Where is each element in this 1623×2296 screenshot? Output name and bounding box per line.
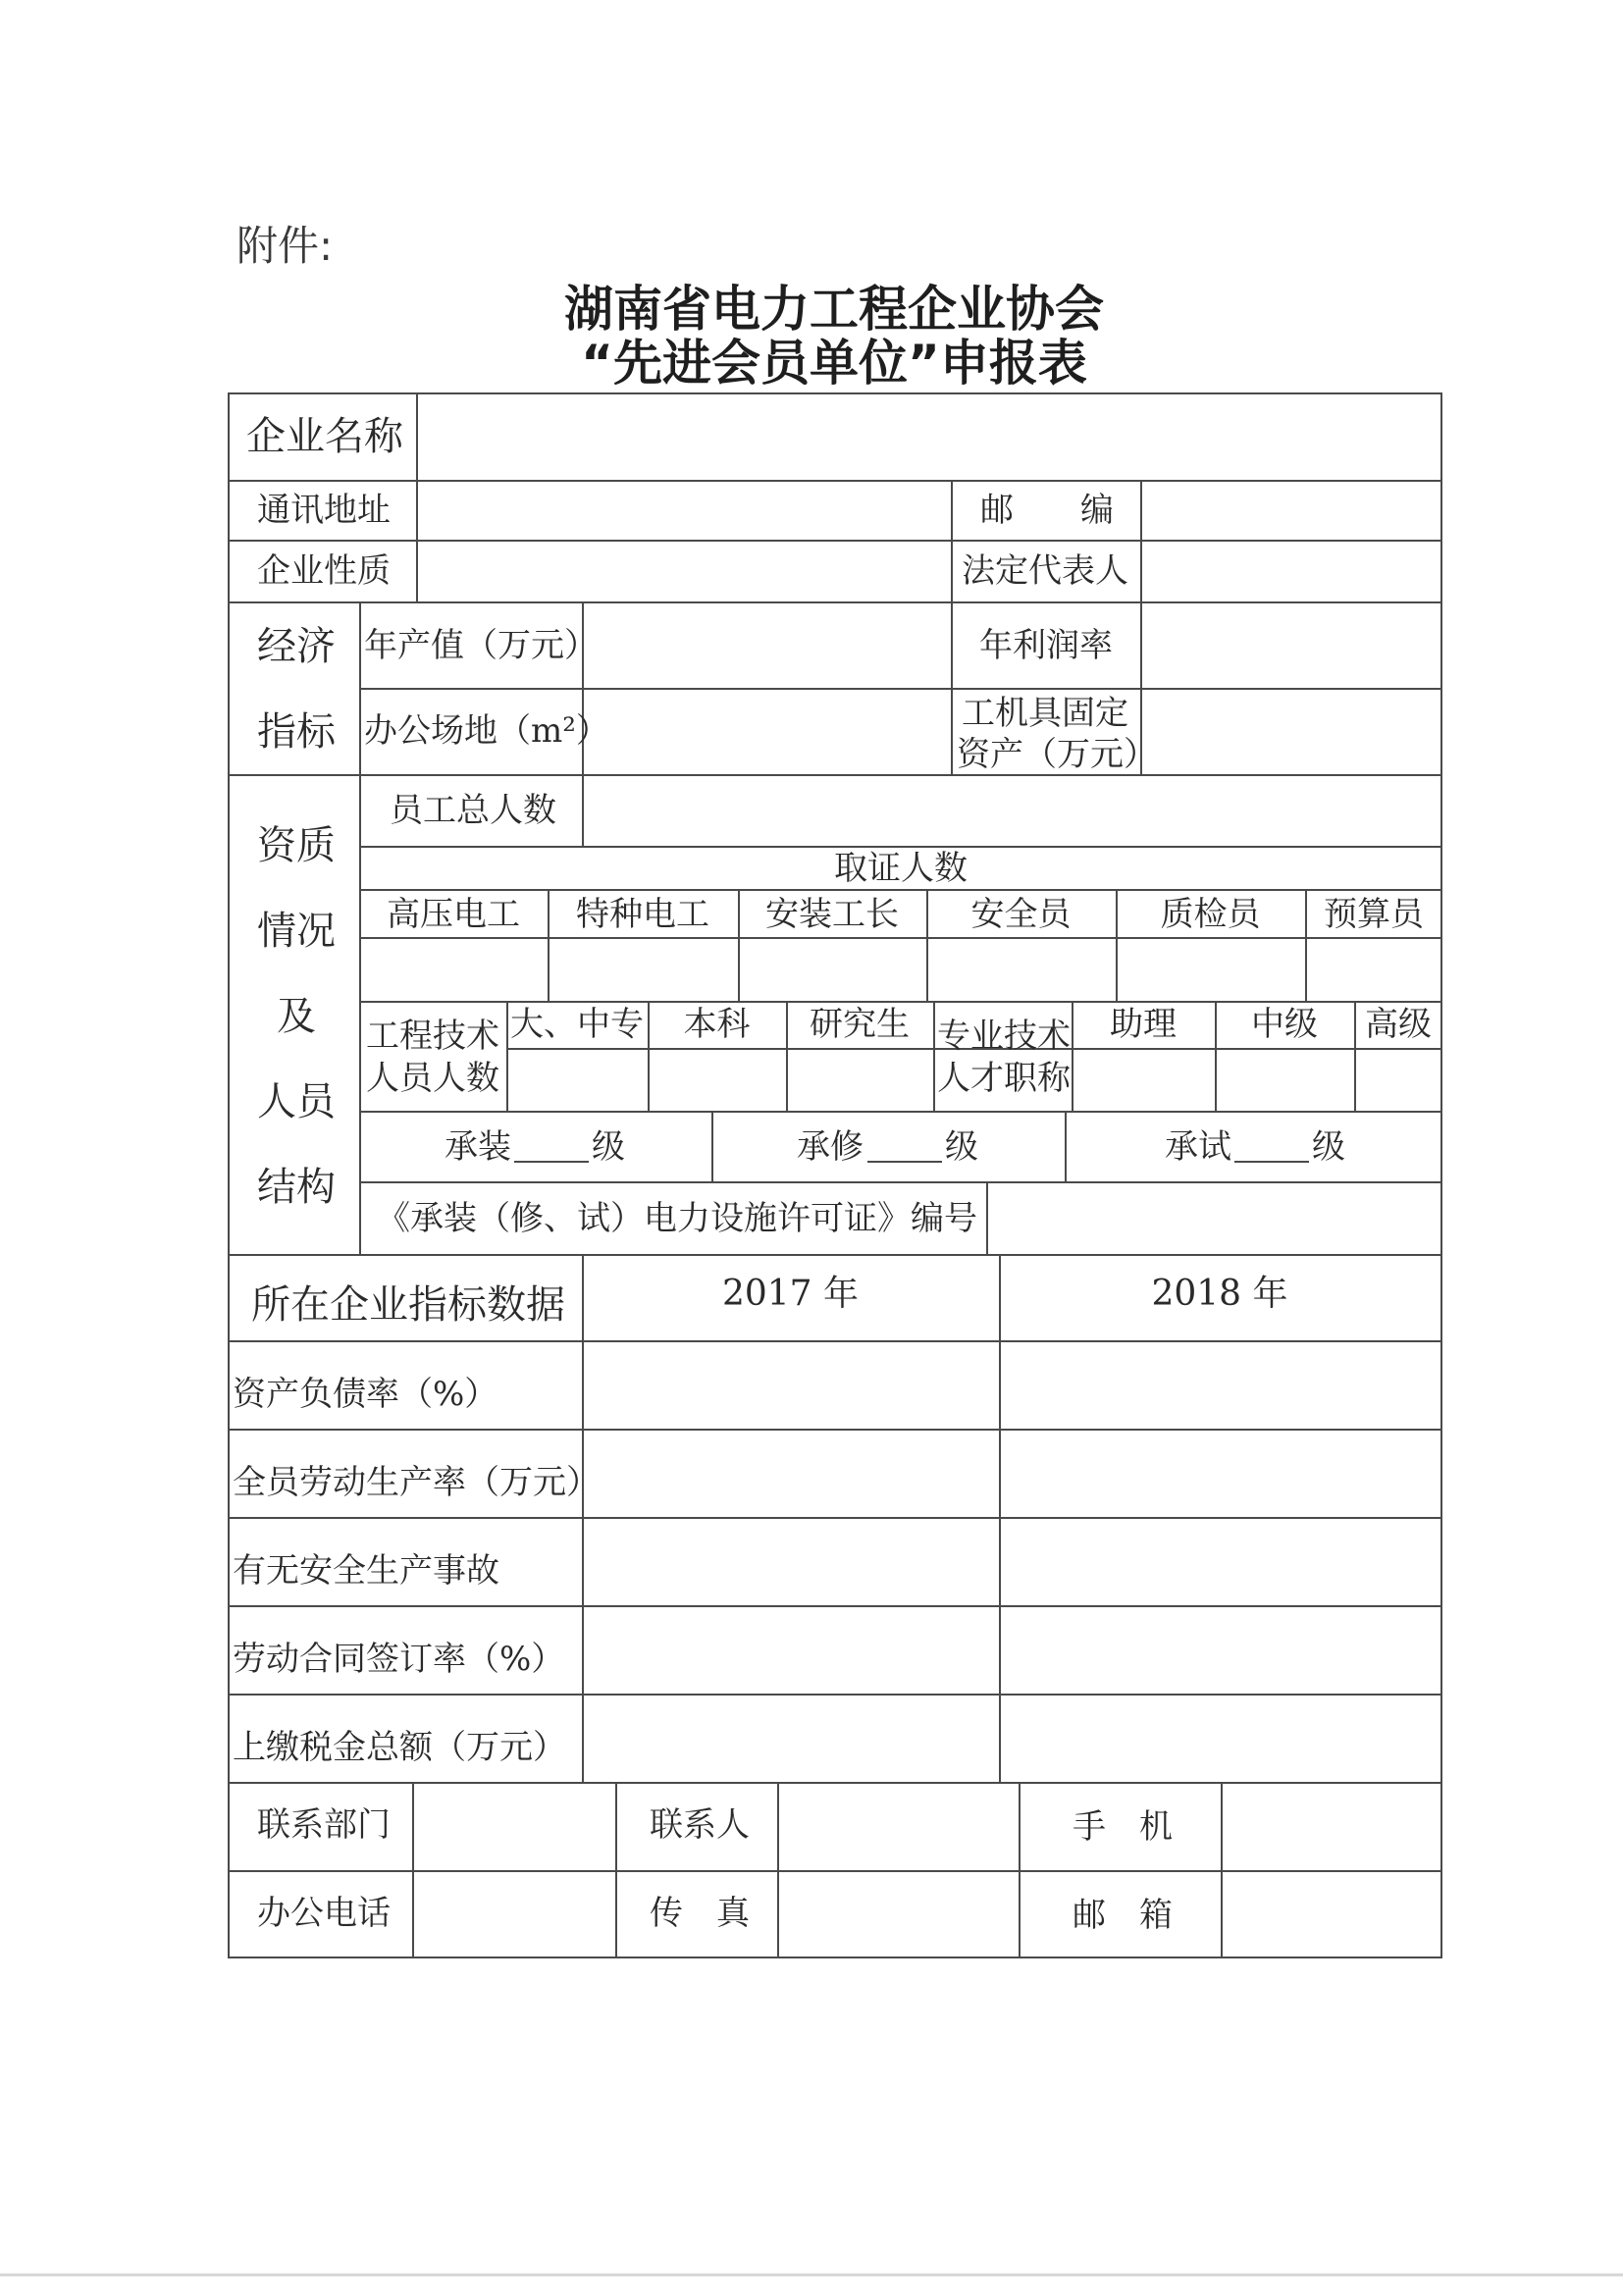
indicator-row-2: 全员劳动生产率（万元） xyxy=(233,1463,600,1502)
legal-rep-field[interactable] xyxy=(1142,542,1440,601)
label-qual-2: 情况 xyxy=(257,909,336,954)
cert-count-1[interactable] xyxy=(361,939,548,1001)
indicator-row-4: 劳动合同签订率（%） xyxy=(233,1640,565,1679)
label-economic-1: 经济 xyxy=(257,624,336,669)
nature-field[interactable] xyxy=(418,542,951,601)
label-mobile: 手 机 xyxy=(1073,1807,1173,1847)
contact-dept-field[interactable] xyxy=(414,1784,615,1870)
label-install-level: 级 xyxy=(592,1127,625,1167)
label-qual-3: 及 xyxy=(277,994,316,1039)
company-name-field[interactable] xyxy=(418,394,1440,480)
label-fixed-assets-1: 工机具固定 xyxy=(962,694,1128,733)
label-certified: 取证人数 xyxy=(834,849,968,888)
cert-type-2: 特种电工 xyxy=(576,895,709,934)
indicators-header: 所在企业指标数据 xyxy=(251,1282,565,1328)
indicator-row-1: 资产负债率（%） xyxy=(233,1375,498,1414)
cert-count-5[interactable] xyxy=(1118,939,1305,1001)
label-office-phone: 办公电话 xyxy=(257,1894,391,1933)
email-field[interactable] xyxy=(1223,1872,1440,1957)
label-test: 承试 xyxy=(1165,1127,1231,1167)
edu-level-2: 本科 xyxy=(683,1005,751,1044)
label-qual-5: 结构 xyxy=(257,1165,336,1210)
install-level-field[interactable] xyxy=(514,1161,589,1163)
title-count-1[interactable] xyxy=(1073,1050,1215,1111)
form-subtitle: “先进会员单位”申报表 xyxy=(581,335,1087,391)
label-total-staff: 员工总人数 xyxy=(390,791,556,830)
profit-rate-field[interactable] xyxy=(1142,603,1440,688)
indicator-row-3: 有无安全生产事故 xyxy=(233,1551,499,1591)
fixed-assets-field[interactable] xyxy=(1142,690,1440,774)
label-nature: 企业性质 xyxy=(257,551,391,591)
label-company-name: 企业名称 xyxy=(246,414,403,459)
label-repair-level: 级 xyxy=(945,1127,978,1167)
label-contact-person: 联系人 xyxy=(650,1805,750,1845)
label-qual-4: 人员 xyxy=(257,1079,336,1124)
title-level-3: 高级 xyxy=(1365,1005,1432,1044)
label-fixed-assets-2: 资产（万元） xyxy=(957,735,1157,774)
indicator-2018-5[interactable] xyxy=(1001,1696,1440,1782)
cert-type-4: 安全员 xyxy=(970,895,1072,934)
label-profit-rate: 年利润率 xyxy=(979,626,1113,665)
label-economic-2: 指标 xyxy=(257,709,336,755)
mobile-field[interactable] xyxy=(1223,1784,1440,1870)
edu-level-1: 大、中专 xyxy=(510,1005,644,1044)
address-field[interactable] xyxy=(418,482,951,540)
label-eng-staff-2: 人员人数 xyxy=(366,1059,499,1098)
cert-count-2[interactable] xyxy=(550,939,738,1001)
edu-count-3[interactable] xyxy=(788,1050,933,1111)
cert-type-1: 高压电工 xyxy=(387,895,520,934)
label-postcode: 邮 编 xyxy=(980,491,1114,530)
indicator-2017-3[interactable] xyxy=(584,1519,999,1605)
label-eng-staff-1: 工程技术 xyxy=(366,1017,499,1056)
year-2018: 2018 年 xyxy=(1151,1274,1288,1314)
title-level-2: 中级 xyxy=(1251,1005,1318,1044)
office-phone-field[interactable] xyxy=(414,1872,615,1957)
cert-type-3: 安装工长 xyxy=(765,895,899,934)
indicator-2018-3[interactable] xyxy=(1001,1519,1440,1605)
label-pro-title-2: 人才职称 xyxy=(937,1059,1071,1098)
test-level-field[interactable] xyxy=(1234,1161,1309,1163)
label-annual-output: 年产值（万元） xyxy=(364,626,598,665)
cert-type-5: 质检员 xyxy=(1160,895,1261,934)
cert-count-3[interactable] xyxy=(740,939,926,1001)
edu-level-3: 研究生 xyxy=(810,1005,910,1044)
license-no-field[interactable] xyxy=(988,1183,1440,1254)
form-title: 湖南省电力工程企业协会 xyxy=(564,281,1104,338)
indicator-2017-5[interactable] xyxy=(584,1696,999,1782)
cert-type-6: 预算员 xyxy=(1324,895,1424,934)
label-legal-rep: 法定代表人 xyxy=(962,551,1128,591)
label-office-area: 办公场地（m²） xyxy=(364,711,609,751)
cert-count-4[interactable] xyxy=(928,939,1116,1001)
indicator-2018-1[interactable] xyxy=(1001,1342,1440,1429)
label-qual-1: 资质 xyxy=(257,823,336,868)
indicator-2017-1[interactable] xyxy=(584,1342,999,1429)
label-address: 通讯地址 xyxy=(257,491,391,530)
label-repair: 承修 xyxy=(797,1127,864,1167)
label-fax: 传 真 xyxy=(650,1894,750,1933)
cert-count-6[interactable] xyxy=(1307,939,1440,1001)
edu-count-1[interactable] xyxy=(508,1050,648,1111)
title-count-3[interactable] xyxy=(1356,1050,1440,1111)
fax-field[interactable] xyxy=(779,1872,1019,1957)
indicator-2017-2[interactable] xyxy=(584,1431,999,1517)
postcode-field[interactable] xyxy=(1142,482,1440,540)
edu-count-2[interactable] xyxy=(650,1050,786,1111)
total-staff-field[interactable] xyxy=(584,776,1440,846)
office-area-field[interactable] xyxy=(584,690,951,774)
title-count-2[interactable] xyxy=(1217,1050,1354,1111)
repair-level-field[interactable] xyxy=(867,1161,942,1163)
label-license-no: 《承装（修、试）电力设施许可证》编号 xyxy=(377,1199,977,1238)
label-test-level: 级 xyxy=(1312,1127,1345,1167)
label-contact-dept: 联系部门 xyxy=(257,1805,391,1845)
contact-person-field[interactable] xyxy=(779,1784,1019,1870)
label-pro-title-1: 专业技术 xyxy=(937,1017,1071,1056)
indicator-row-5: 上缴税金总额（万元） xyxy=(233,1728,566,1767)
indicator-2018-2[interactable] xyxy=(1001,1431,1440,1517)
label-install: 承装 xyxy=(445,1127,511,1167)
label-email: 邮 箱 xyxy=(1073,1896,1173,1935)
scan-edge-line xyxy=(0,2273,1623,2276)
indicator-2017-4[interactable] xyxy=(584,1607,999,1694)
annual-output-field[interactable] xyxy=(584,603,951,688)
title-level-1: 助理 xyxy=(1110,1005,1177,1044)
attachment-label: 附件: xyxy=(236,222,334,270)
year-2017: 2017 年 xyxy=(721,1274,860,1314)
indicator-2018-4[interactable] xyxy=(1001,1607,1440,1694)
